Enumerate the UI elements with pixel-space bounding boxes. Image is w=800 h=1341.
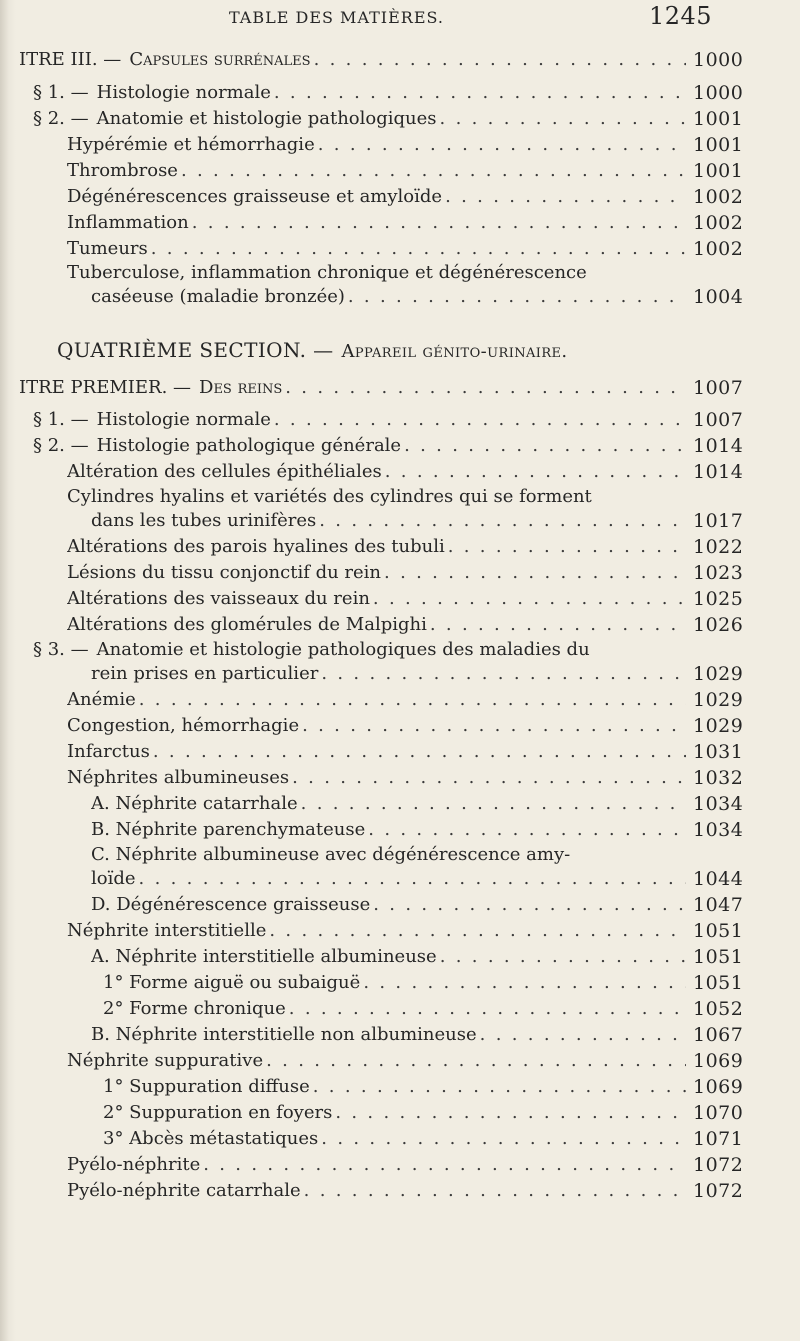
toc-entry-text: 2° Suppuration en foyers <box>103 1102 333 1123</box>
toc-entry-text: A. Néphrite interstitielle albumineuse <box>91 946 437 967</box>
toc-entry-page: 1051 <box>693 920 744 942</box>
running-header <box>0 2 800 38</box>
toc-entry-page: 1001 <box>693 160 744 182</box>
dot-leader <box>363 970 686 996</box>
toc-entry-label <box>33 407 686 433</box>
toc-entry-text: Infarctus <box>67 741 150 762</box>
toc-entry-text: B. Néphrite parenchymateuse <box>91 819 366 840</box>
toc-entry <box>0 996 800 1022</box>
dot-leader <box>269 918 686 944</box>
toc-entry <box>0 765 800 791</box>
toc-entry-label <box>19 47 686 73</box>
toc-entry <box>0 433 800 459</box>
toc-entry-number: § 1. — <box>33 82 89 103</box>
header-page-number: 1245 <box>649 2 713 30</box>
toc-entry-label <box>19 375 686 401</box>
toc-entry-page: 1067 <box>693 1024 744 1046</box>
dot-leader <box>373 586 686 612</box>
toc-entry-page: 1000 <box>693 49 744 71</box>
toc-entry <box>0 866 800 892</box>
toc-entry-label <box>91 866 686 892</box>
toc-entry-text: Pyélo-néphrite catarrhale <box>67 1180 301 1201</box>
dot-leader <box>335 1100 686 1126</box>
toc-entry-text: Pyélo-néphrite <box>67 1154 201 1175</box>
toc-entry-text: Dégénérescences graisseuse et amyloïde <box>67 186 443 207</box>
toc-entry-number: § 1. — <box>33 409 89 430</box>
toc-entry-text: Tumeurs <box>67 238 148 259</box>
toc-entry-label <box>103 1100 686 1126</box>
dot-leader <box>385 459 686 485</box>
toc-entry-text: Lésions du tissu conjonctif du rein <box>67 562 382 583</box>
dot-leader <box>318 132 686 158</box>
toc-entry-text: 3° Abcès métastatiques <box>103 1128 319 1149</box>
toc-entry <box>0 459 800 485</box>
toc-entry <box>0 713 800 739</box>
toc-entry <box>0 407 800 433</box>
toc-entry-label <box>91 661 686 687</box>
toc-entry <box>0 80 800 106</box>
toc-entry <box>0 661 800 687</box>
toc-entry-page: 1052 <box>693 998 744 1020</box>
toc-entry-page: 1072 <box>693 1154 744 1176</box>
toc-entry-page: 1051 <box>693 972 744 994</box>
toc-entry-text: Inflammation <box>67 212 189 233</box>
toc-entry-page: 1069 <box>693 1050 744 1072</box>
toc-entry <box>0 970 800 996</box>
toc-entry <box>0 944 800 970</box>
toc-entry-label <box>67 612 686 638</box>
toc-entry-label <box>67 236 686 262</box>
toc-entry-page: 1014 <box>693 461 744 483</box>
toc-entry-page: 1029 <box>693 689 744 711</box>
toc-entry-text: Néphrite interstitielle <box>67 920 267 941</box>
toc-entry-page: 1000 <box>693 82 744 104</box>
section-heading <box>57 337 568 365</box>
toc-entry-page: 1001 <box>693 108 744 130</box>
toc-entry <box>0 637 800 663</box>
toc-entry <box>0 1022 800 1048</box>
toc-entry <box>0 1074 800 1100</box>
toc-entry-text: C. Néphrite albumineuse avec dégénérescence amy- <box>91 844 571 865</box>
toc-entry <box>0 1100 800 1126</box>
toc-entry-text: dans les tubes urinifères <box>91 510 317 531</box>
dot-leader <box>448 534 686 560</box>
dot-leader <box>373 892 686 918</box>
toc-entry <box>0 375 800 401</box>
dot-leader <box>192 210 686 236</box>
toc-entry-text: Altérations des vaisseaux du rein <box>67 588 370 609</box>
toc-entry-number: § 2. — <box>33 435 89 456</box>
toc-entry-text: Altérations des glomérules de Malpighi <box>67 614 427 635</box>
toc-entry-label <box>67 260 760 286</box>
toc-entry-label <box>91 791 686 817</box>
toc-entry-label <box>33 80 686 106</box>
dot-leader <box>440 106 686 132</box>
toc-entry-page: 1070 <box>693 1102 744 1124</box>
toc-entry-label <box>67 713 686 739</box>
toc-entry-label <box>67 918 686 944</box>
toc-entry-number: ITRE PREMIER. — <box>19 377 192 398</box>
toc-entry-page: 1069 <box>693 1076 744 1098</box>
toc-entry-label <box>67 586 686 612</box>
toc-entry <box>0 1126 800 1152</box>
dot-leader <box>139 866 686 892</box>
toc-entry-text: Des reins <box>199 377 283 398</box>
toc-entry <box>0 210 800 236</box>
toc-entry-text: D. Dégénérescence graisseuse <box>91 894 371 915</box>
toc-entry <box>0 817 800 843</box>
toc-entry <box>0 586 800 612</box>
dot-leader <box>151 236 686 262</box>
dot-leader <box>384 560 686 586</box>
toc-entry-label <box>103 970 686 996</box>
toc-entry-text: Tuberculose, inflammation chronique et dégénérescence <box>67 262 587 283</box>
toc-entry-label <box>67 158 686 184</box>
toc-entry-text: Congestion, hémorrhagie <box>67 715 300 736</box>
toc-entry-label <box>67 765 686 791</box>
toc-entry-text: Histologie normale <box>96 409 271 430</box>
dot-leader <box>319 508 686 534</box>
toc-entry-label <box>67 132 686 158</box>
toc-entry-text: caséeuse (maladie bronzée) <box>91 286 345 307</box>
dot-leader <box>301 791 686 817</box>
toc-entry <box>0 842 800 868</box>
toc-entry-label <box>67 184 686 210</box>
toc-entry-label <box>67 1048 686 1074</box>
dot-leader <box>266 1048 686 1074</box>
toc-entry <box>0 260 800 286</box>
toc-entry-label <box>67 459 686 485</box>
toc-entry-page: 1007 <box>693 409 744 431</box>
toc-entry <box>0 918 800 944</box>
toc-entry-page: 1017 <box>693 510 744 532</box>
toc-entry <box>0 337 800 363</box>
toc-entry <box>0 284 800 310</box>
toc-entry-text: rein prises en particulier <box>91 663 319 684</box>
dot-leader <box>440 944 686 970</box>
toc-entry-label <box>91 508 686 534</box>
dot-leader <box>274 80 686 106</box>
toc-entry-page: 1047 <box>693 894 744 916</box>
toc-entry-text: 1° Forme aiguë ou subaiguë <box>103 972 361 993</box>
dot-leader <box>139 687 686 713</box>
toc-entry-label <box>67 1152 686 1178</box>
toc-entry-page: 1034 <box>693 793 744 815</box>
dot-leader <box>302 713 686 739</box>
toc-entry <box>0 158 800 184</box>
dot-leader <box>181 158 686 184</box>
toc-entry-text: Histologie pathologique générale <box>96 435 402 456</box>
dot-leader <box>348 284 686 310</box>
dot-leader <box>404 433 686 459</box>
dot-leader <box>445 184 686 210</box>
toc-entry-label <box>67 1178 686 1204</box>
toc-entry-number: § 2. — <box>33 108 89 129</box>
toc-entry <box>0 1152 800 1178</box>
toc-entry-label <box>67 560 686 586</box>
toc-entry-text: 1° Suppuration diffuse <box>103 1076 310 1097</box>
toc-entry-label <box>103 1126 686 1152</box>
toc-entry <box>0 508 800 534</box>
toc-entry-number: ITRE III. — <box>19 49 122 70</box>
dot-leader <box>153 739 686 765</box>
dot-leader <box>289 996 686 1022</box>
toc-entry-page: 1004 <box>693 286 744 308</box>
dot-leader <box>203 1152 686 1178</box>
toc-entry-label <box>67 687 686 713</box>
toc-entry-text: Néphrite suppurative <box>67 1050 264 1071</box>
toc-entry-text: 2° Forme chronique <box>103 998 286 1019</box>
toc-entry <box>0 687 800 713</box>
toc-entry-page: 1029 <box>693 663 744 685</box>
dot-leader <box>292 765 686 791</box>
dot-leader <box>285 375 686 401</box>
toc-entry-text: Altérations des parois hyalines des tubuli <box>67 536 445 557</box>
toc-entry-text: B. Néphrite interstitielle non albumineuse <box>91 1024 477 1045</box>
toc-entry <box>0 106 800 132</box>
toc-entry-label <box>91 944 686 970</box>
toc-entry <box>0 1178 800 1204</box>
header-title: TABLE DES MATIÈRES. <box>229 8 444 27</box>
toc-entry-page: 1014 <box>693 435 744 457</box>
toc-entry-page: 1023 <box>693 562 744 584</box>
toc-entry-text: A. Néphrite catarrhale <box>91 793 298 814</box>
toc-entry-page: 1031 <box>693 741 744 763</box>
dot-leader <box>321 1126 686 1152</box>
toc-entry <box>0 612 800 638</box>
toc-entry <box>0 560 800 586</box>
dot-leader <box>430 612 686 638</box>
toc-entry-page: 1044 <box>693 868 744 890</box>
toc-entry-page: 1029 <box>693 715 744 737</box>
dot-leader <box>321 661 686 687</box>
toc-entry-label <box>91 817 686 843</box>
dot-leader <box>274 407 686 433</box>
toc-entry-page: 1025 <box>693 588 744 610</box>
toc-entry <box>0 236 800 262</box>
toc-entry <box>0 132 800 158</box>
toc-entry-label <box>33 637 760 663</box>
toc-entry-page: 1034 <box>693 819 744 841</box>
toc-entry-label <box>91 1022 686 1048</box>
toc-entry-page: 1051 <box>693 946 744 968</box>
toc-entry-page: 1026 <box>693 614 744 636</box>
toc-entry-page: 1002 <box>693 212 744 234</box>
toc-entry-text: Hypérémie et hémorrhagie <box>67 134 315 155</box>
toc-entry <box>0 534 800 560</box>
section-heading-title: QUATRIÈME SECTION. — <box>57 338 334 362</box>
toc-entry-label <box>91 284 686 310</box>
toc-entry-label <box>67 210 686 236</box>
toc-entry <box>0 484 800 510</box>
toc-entry-text: Anatomie et histologie pathologiques des maladies du <box>96 639 590 660</box>
toc-entry-text: Altération des cellules épithéliales <box>67 461 382 482</box>
toc-entry-label <box>103 996 686 1022</box>
toc-entry-text: Anatomie et histologie pathologiques <box>96 108 437 129</box>
toc-entry-page: 1001 <box>693 134 744 156</box>
toc-entry-label <box>67 739 686 765</box>
toc-entry-label <box>103 1074 686 1100</box>
toc-entry-label <box>33 433 686 459</box>
toc-entry-page: 1022 <box>693 536 744 558</box>
toc-entry-label <box>91 842 760 868</box>
toc-entry-text: Thrombrose <box>67 160 178 181</box>
toc-entry-number: § 3. — <box>33 639 89 660</box>
dot-leader <box>480 1022 686 1048</box>
toc-entry-page: 1072 <box>693 1180 744 1202</box>
toc-entry-page: 1002 <box>693 238 744 260</box>
toc-entry <box>0 739 800 765</box>
toc-entry-label <box>67 534 686 560</box>
toc-entry-page: 1002 <box>693 186 744 208</box>
toc-entry-label <box>91 892 686 918</box>
toc-entry-text: Capsules surrénales <box>129 49 311 70</box>
dot-leader <box>313 1074 686 1100</box>
toc-entry <box>0 47 800 73</box>
toc-entry <box>0 1048 800 1074</box>
dot-leader <box>304 1178 686 1204</box>
dot-leader <box>368 817 686 843</box>
toc-entry-label <box>33 106 686 132</box>
toc-entry <box>0 184 800 210</box>
toc-entry-label <box>67 484 760 510</box>
toc-entry-text: loïde <box>91 868 136 889</box>
toc-entry-text: Histologie normale <box>96 82 271 103</box>
section-heading-subtitle: Appareil génito-urinaire. <box>341 341 568 362</box>
toc-entry-page: 1032 <box>693 767 744 789</box>
dot-leader <box>314 47 686 73</box>
toc-entry <box>0 892 800 918</box>
toc-entry-text: Anémie <box>67 689 136 710</box>
toc-entry-page: 1007 <box>693 377 744 399</box>
toc-entry-text: Cylindres hyalins et variétés des cylindres qui se forment <box>67 486 592 507</box>
toc-entry-text: Néphrites albumineuses <box>67 767 290 788</box>
toc-entry-page: 1071 <box>693 1128 744 1150</box>
toc-entry <box>0 791 800 817</box>
